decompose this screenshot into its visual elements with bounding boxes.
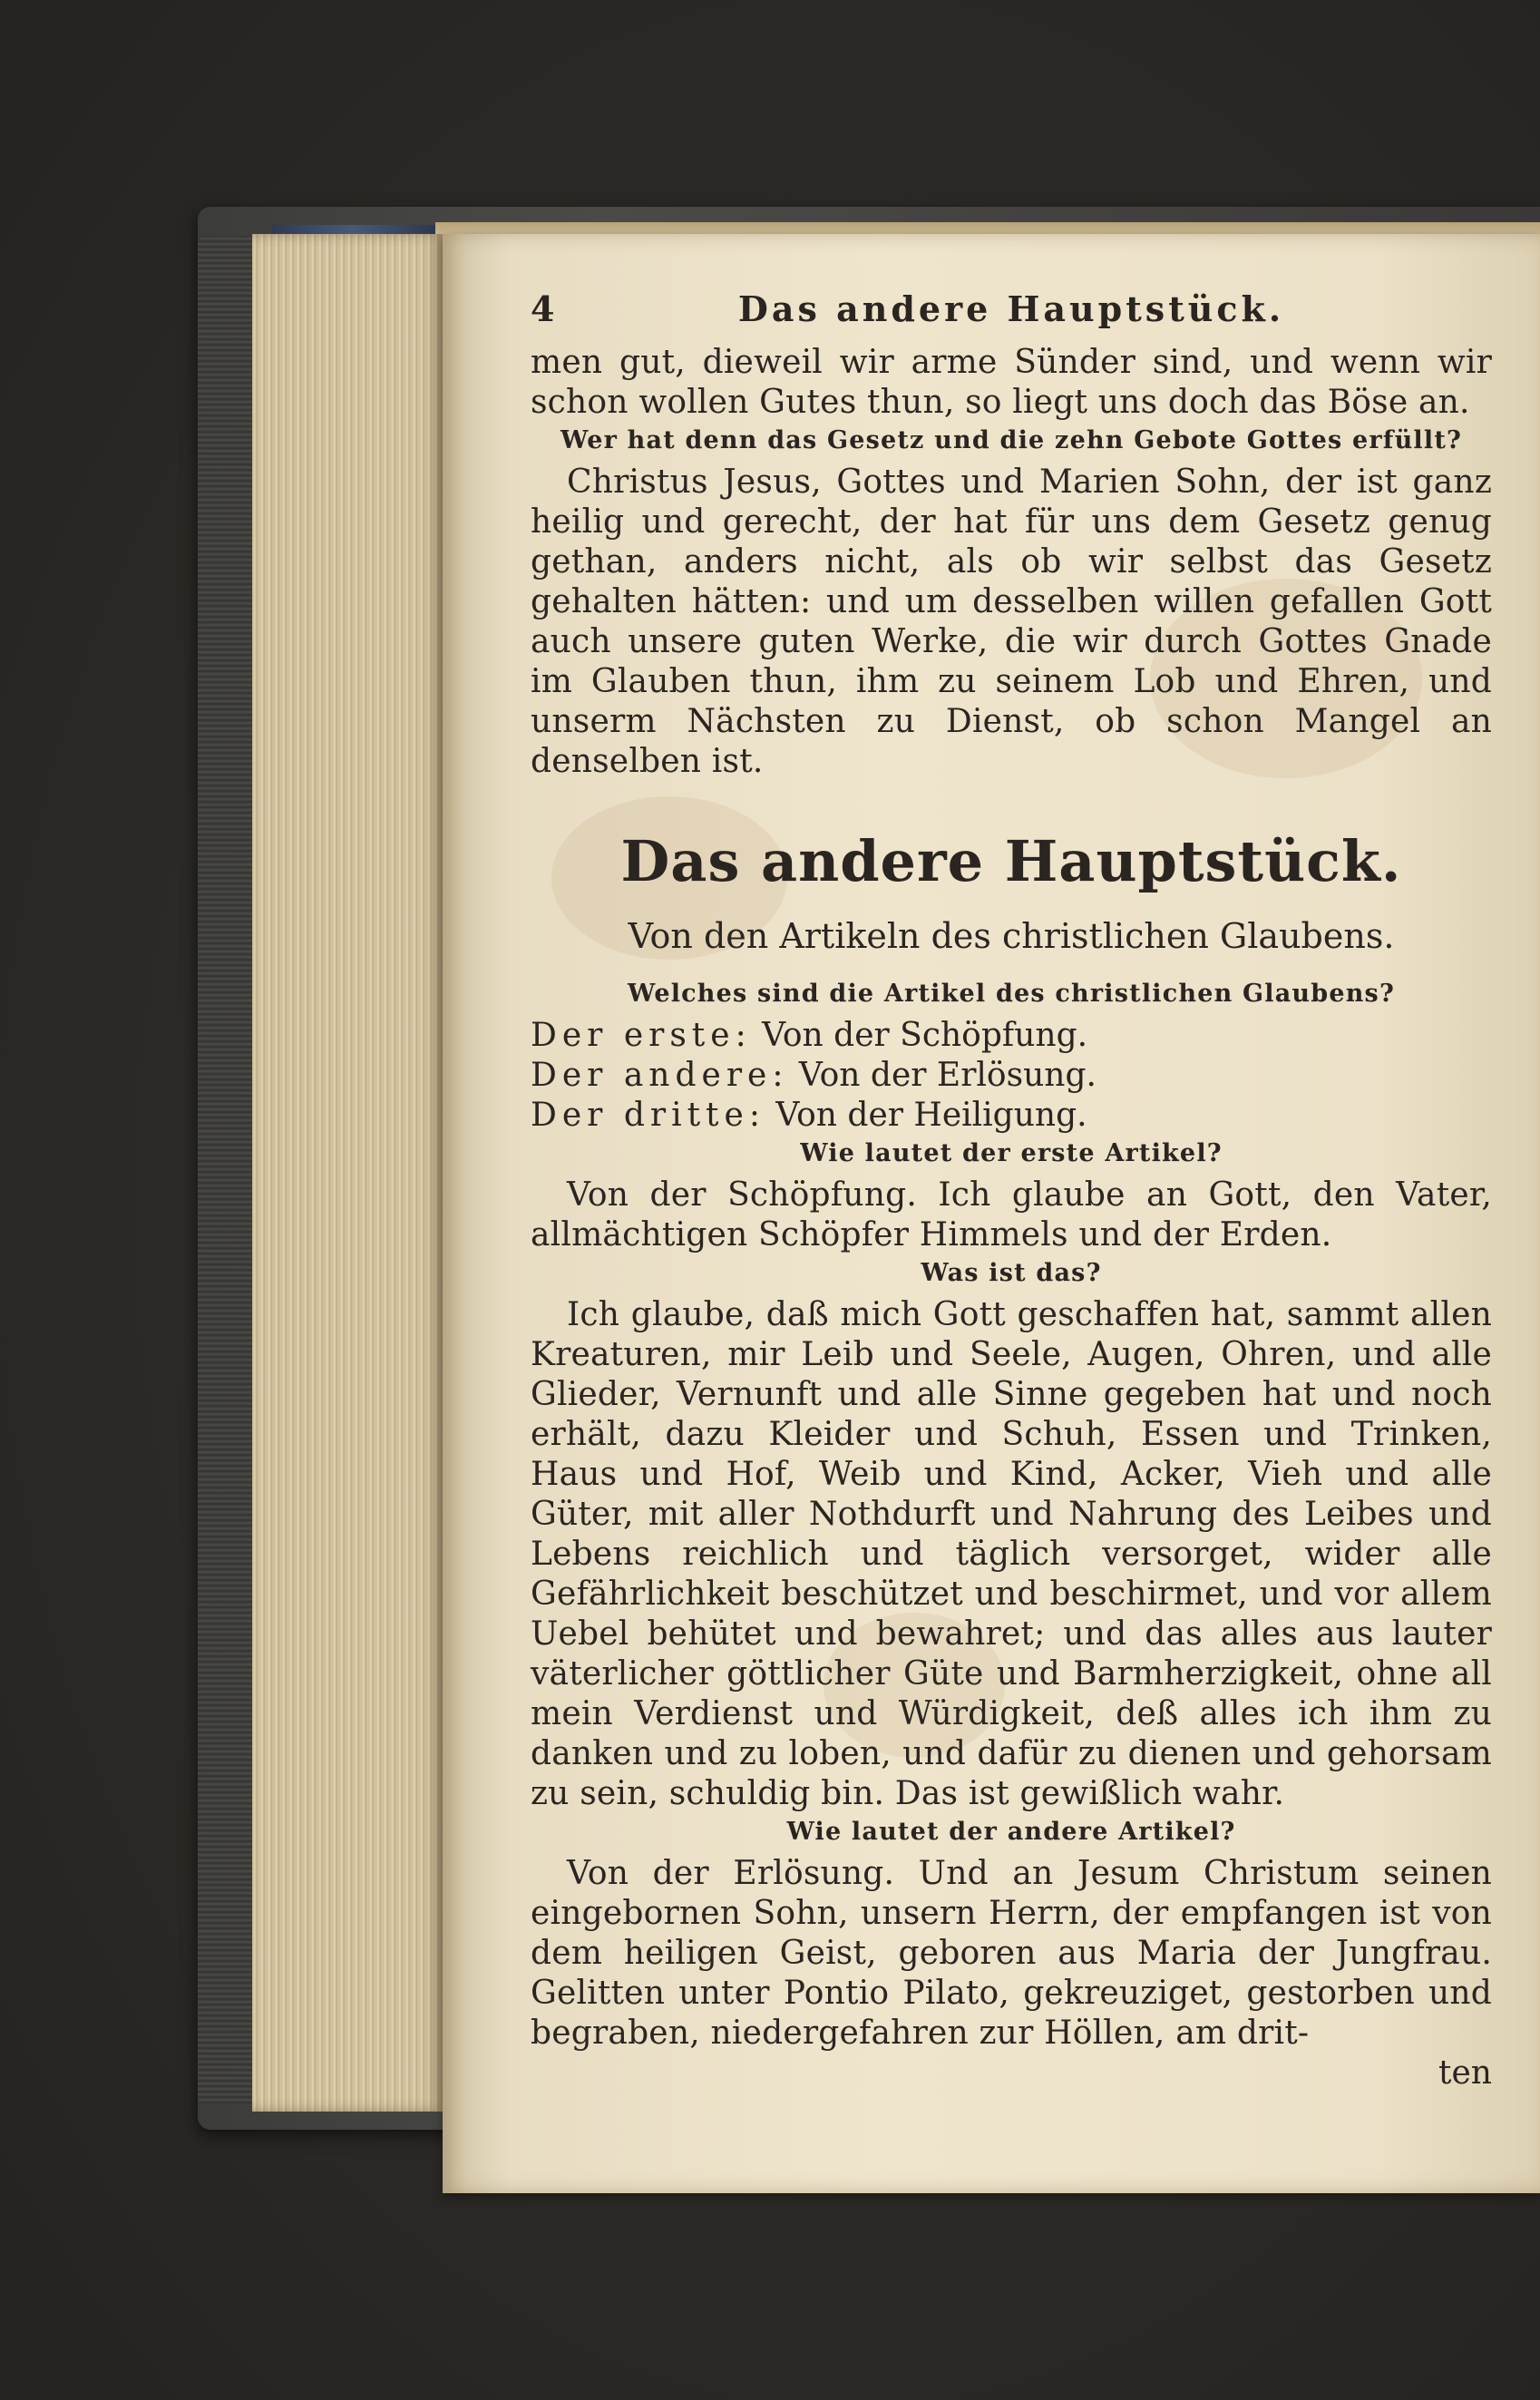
article-label: Der dritte: <box>531 1097 765 1134</box>
paragraph: Ich glaube, daß mich Gott geschaffen hat, sammt allen Kreaturen, mir Leib und Seele, Augen, Ohren, und alle Glieder, Vernunft und alle Sinne gegeben hat und noch erhält, dazu Kleider und Schuh, Essen und Trinken, Haus und Hof, Weib und Kind, Acker, Vieh und alle Güter, mit aller Nothdurft und Nahrung des Leibes und Lebens reichlich und täglich versorget, wider alle Gefährlichkeit beschützet und beschirmet, und vor allem Uebel behütet und bewahret; und das alles aus lauter väterlicher göttlicher Güte und Barmherzigkeit, ohne all mein Verdienst und Würdigkeit, deß alles ich ihm zu danken und zu loben, und dafür zu dienen und gehorsam zu sein, schuldig bin. Das ist gewißlich wahr. <box>531 1296 1492 1812</box>
chapter-heading: Das andere Hauptstück. <box>620 828 1402 894</box>
page-stack <box>252 234 443 2112</box>
paragraph: men gut, dieweil wir arme Sünder sind, und wenn wir schon wollen Gutes thun, so liegt uns doch das Böse an. <box>531 344 1492 421</box>
article-text: Von der Erlösung. <box>798 1057 1097 1094</box>
article-item-second <box>531 1056 1492 1096</box>
question: Wer hat denn das Gesetz und die zehn Gebote Gottes erfüllt? <box>560 426 1463 454</box>
question: Welches sind die Artikel des christlichen Glaubens? <box>628 980 1395 1008</box>
paragraph: Christus Jesus, Gottes und Marien Sohn, der ist ganz heilig und gerecht, der hat für uns dem Gesetz genug gethan, anders nicht, als ob wir selbst das Gesetz gehalten hätten: und um desselben willen gefallen Gott auch unsere guten Werke, die wir durch Gottes Gnade im Glauben thun, ihm zu seinem Lob und Ehren, und unserm Nächsten zu Dienst, ob schon Mangel an denselben ist. <box>531 463 1492 780</box>
article-label: Der andere: <box>531 1057 789 1094</box>
article-text: Von der Schöpfung. <box>762 1017 1088 1054</box>
question: Wie lautet der andere Artikel? <box>786 1818 1236 1846</box>
page-header <box>531 288 1492 343</box>
article-item-first <box>531 1016 1492 1056</box>
catchword: ten <box>1438 2054 1492 2092</box>
running-title: Das andere Hauptstück. <box>737 288 1285 329</box>
article-label: Der erste: <box>531 1017 752 1054</box>
question: Was ist das? <box>921 1259 1102 1287</box>
article-item-third <box>531 1096 1492 1136</box>
paragraph: Von der Erlösung. Und an Jesum Christum seinen eingebornen Sohn, unsern Herrn, der empfangen ist von dem heiligen Geist, geboren aus Maria der Jungfrau. Gelitten unter Pontio Pilato, gekreuziget, gestorben und begraben, niedergefahren zur Höllen, am drit- <box>531 1855 1492 2052</box>
page-number: 4 <box>531 288 555 329</box>
page-text <box>531 288 1492 2093</box>
chapter-subheading: Von den Artikeln des christlichen Glaubens. <box>628 916 1395 956</box>
article-text: Von der Heiligung. <box>775 1097 1087 1134</box>
paragraph: Von der Schöpfung. Ich glaube an Gott, den Vater, allmächtigen Schöpfer Himmels und der Erden. <box>531 1176 1492 1254</box>
question: Wie lautet der erste Artikel? <box>800 1139 1223 1167</box>
